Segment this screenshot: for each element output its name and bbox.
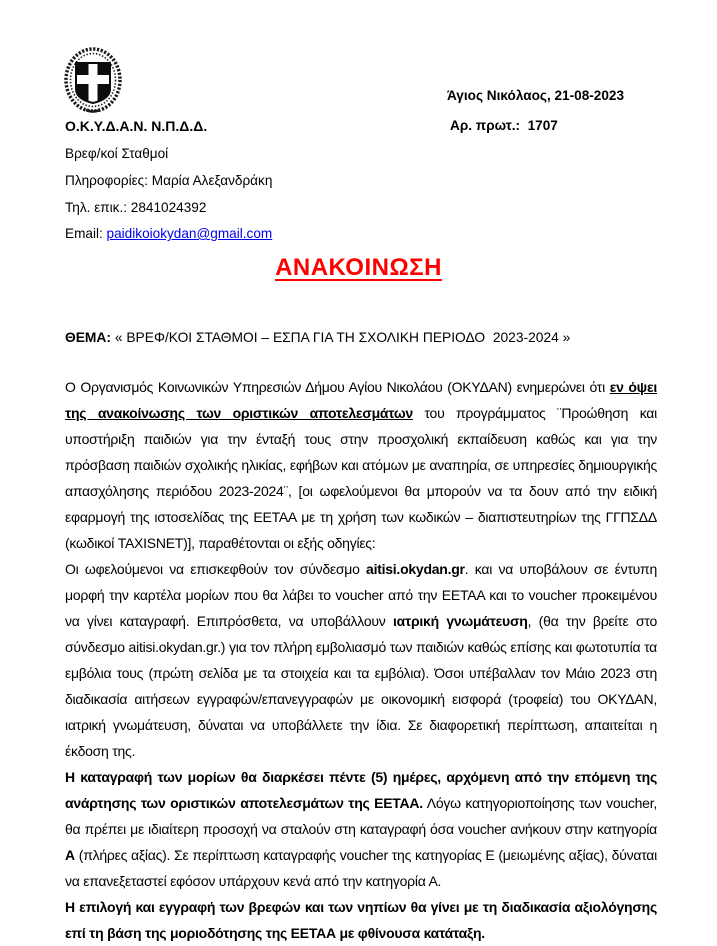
body-text-run: ιατρική γνωμάτευση bbox=[392, 613, 528, 629]
body-paragraph bbox=[65, 556, 657, 764]
page-title: ΑΝΑΚΟΙΝΩΣΗ bbox=[275, 254, 442, 281]
body-text-run: , (θα την βρείτε στο σύνδεσμο aitisi.okydan.gr.) για τον πλήρη εμβολιασμό των παιδιών καθώς επίσης και φωτοτυπία τα εμβόλια τους (πρώτη σελίδα με τα στοιχεία και τα εμβόλια). Όσοι υπέβαλλαν τον Μάιο 2023 στη διαδικασία αιτήσεων εγγραφών/επανεγγραφών με οικονομική εισφορά (τροφεία) του ΟΚΥΔΑΝ, ιατρική γνωμάτευση, δύναται να υποβάλλετε την ίδια. Σε διαφορετική περίπτωση, απαιτείται η έκδοση της. bbox=[65, 613, 657, 759]
body-text-run: εν όψει της ανακοίνωσης των οριστικών αποτελεσμάτων bbox=[65, 379, 657, 421]
greek-coat-of-arms-icon bbox=[60, 44, 126, 118]
body-text-run: του προγράμματος ¨Προώθηση και υποστήριξη παιδιών για την ένταξή τους στην προσχολική εκπαίδευση καθώς και για την πρόσβαση παιδιών σχολικής ηλικίας, εφήβων και ατόμων με αναπηρία, σε υπηρεσίες δημιουργικής απασχόλησης περιόδου 2023-2024¨, [οι ωφελούμενοι θα μπορούν να τα δουν από την ειδική εφαρμογή της ιστοσελίδας της ΕΕΤΑΑ με τη χρήση των κωδικών – διαπιστευτηρίων της ΓΓΠΣΔΔ (κωδικοί TAXISNET)], παραθέτονται οι εξής οδηγίες: bbox=[65, 405, 657, 551]
phone-line: Τηλ. επικ.: 2841024392 bbox=[65, 200, 207, 215]
email-link[interactable]: paidikoiokydan@gmail.com bbox=[106, 226, 273, 241]
body-text-run: Η επιλογή και εγγραφή των βρεφών και των νηπίων θα γίνει με τη διαδικασία αξιολόγησης επί τη βάση της μοριοδότησης της ΕΕΤΑΑ με φθίνουσα κατάταξη. bbox=[65, 899, 657, 941]
subject-text: « ΒΡΕΦ/ΚΟΙ ΣΤΑΘΜΟΙ – ΕΣΠΑ ΓΙΑ ΤΗ ΣΧΟΛΙΚΗ ΠΕΡΙΟΔΟ 2023-2024 » bbox=[111, 330, 571, 345]
body-text-run: . και να υποβάλουν σε έντυπη μορφή την καρτέλα μορίων που θα λάβει το voucher από την ΕΕΤΑΑ και το voucher προκειμένου να γίνει καταγραφή. Επιπρόσθετα, να υποβάλλουν bbox=[65, 561, 657, 629]
subject-label: ΘΕΜΑ: bbox=[65, 330, 111, 345]
title-row bbox=[0, 254, 717, 282]
body-text-run: Λόγω κατηγοριοποίησης των voucher, θα πρέπει με ιδιαίτερη προσοχή να σταλούν στη καταγραφή όσα voucher ανήκουν στην κατηγορία bbox=[65, 795, 657, 837]
email-label: Email: bbox=[65, 226, 107, 241]
body-text-run: Οι ωφελούμενοι να επισκεφθούν τον σύνδεσμο bbox=[65, 561, 367, 577]
body-paragraph bbox=[65, 764, 657, 894]
protocol-number: Αρ. πρωτ.: 1707 bbox=[450, 118, 558, 133]
contact-person-line: Πληροφορίες: Μαρία Αλεξανδράκη bbox=[65, 173, 273, 188]
announcement-body bbox=[65, 374, 657, 946]
body-text-run: Ο Οργανισμός Κοινωνικών Υπηρεσιών Δήμου Αγίου Νικολάου (ΟΚΥΔΑΝ) ενημερώνει ότι bbox=[65, 379, 610, 395]
body-paragraph bbox=[65, 894, 657, 946]
city-date: Άγιος Νικόλαος, 21-08-2023 bbox=[447, 88, 625, 103]
email-line bbox=[65, 226, 272, 241]
body-paragraph bbox=[65, 374, 657, 556]
subject-line bbox=[65, 330, 657, 345]
body-text-run: Α bbox=[65, 847, 75, 863]
department-line: Βρεφ/κοί Σταθμοί bbox=[65, 146, 169, 161]
body-text-run: aitisi.okydan.gr bbox=[366, 561, 465, 577]
body-text-run: (πλήρες αξίας). Σε περίπτωση καταγραφής voucher της κατηγορίας Ε (μειωμένης αξίας), δύναται να επανεξεταστεί εφόσον υπάρχουν κενά από την κατηγορία Α. bbox=[65, 847, 657, 889]
organization-name: Ο.Κ.Υ.Δ.Α.Ν. Ν.Π.Δ.Δ. bbox=[65, 118, 208, 134]
body-text-run: Η καταγραφή των μορίων θα διαρκέσει πέντε (5) ημέρες, αρχόμενη από την επόμενη της ανάρτησης των οριστικών αποτελεσμάτων της ΕΕΤΑΑ. bbox=[65, 769, 657, 811]
